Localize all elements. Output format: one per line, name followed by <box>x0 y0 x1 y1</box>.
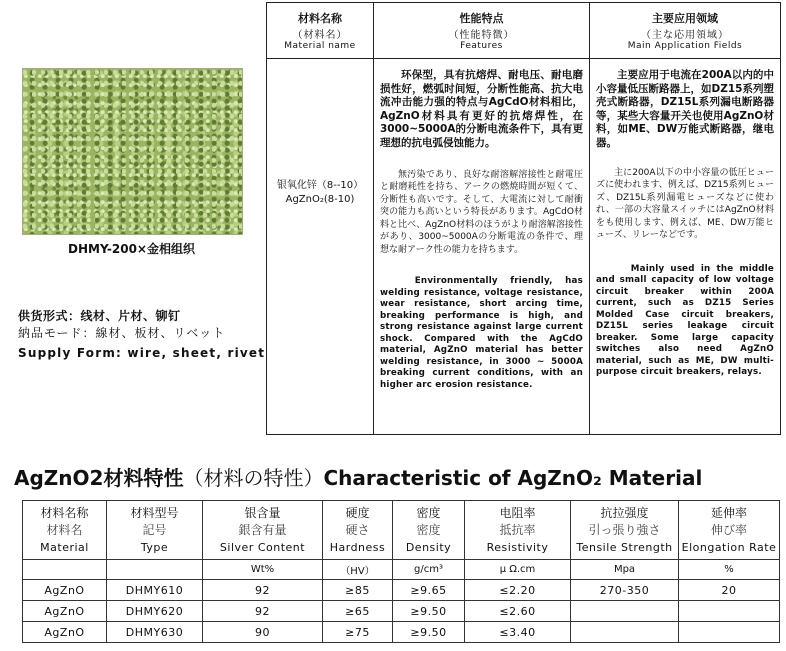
table-row <box>23 580 780 601</box>
header-application-fields <box>590 3 781 59</box>
column-header <box>393 501 465 560</box>
unit-cell: Wt% <box>203 560 323 580</box>
column-header-en: Resistivity <box>486 540 549 554</box>
features-cell <box>374 59 590 435</box>
table-cell <box>571 601 679 622</box>
column-header-cn: 密度 <box>416 505 441 520</box>
table-cell: DHMY610 <box>107 580 203 601</box>
column-header-en: Hardness <box>329 540 386 554</box>
column-header-en: Type <box>140 540 169 554</box>
section-title-en: Characteristic of AgZnO₂ Material <box>323 466 703 490</box>
column-header <box>679 501 780 560</box>
column-header-jp: 密度 <box>416 522 441 537</box>
table-cell: ≤2.20 <box>465 580 571 601</box>
features-jp: 無汚染であり、良好な耐溶解溶接性と耐電圧と耐磨耗性を持ち、アークの燃焼時間が短くて、分断性も高いです。そして、大電流に対して耐衝突の能力も高いという特長があります。AgCdO材料と比べ、AgZnO材料のほうがより耐溶解溶接性があり、3000~5000Aの分断電流の条件で、理想な耐アーク性の能力を持ちます。 <box>380 169 583 255</box>
material-formula: AgZnO₂(8-10) <box>285 194 355 205</box>
table-row <box>23 622 780 643</box>
column-header-cn: 银含量 <box>244 505 281 520</box>
properties-unit-row <box>23 560 780 580</box>
header-material-name <box>267 3 374 59</box>
table-cell: 90 <box>203 622 323 643</box>
header-en: Features <box>460 41 503 51</box>
unit-cell: Mpa <box>571 560 679 580</box>
fields-cn: 主要应用于电流在200A以内的中小容量低压断路器上，如DZ15系列塑壳式断路器，DZ15L系列漏电断路器等，某些大容量开关也使用AgZnO材料，如ME、DW万能式断路器，继电器。 <box>596 69 774 149</box>
header-jp: （主な応用領域） <box>641 30 729 41</box>
micrograph-image <box>22 68 243 235</box>
material-properties-table <box>22 500 780 643</box>
column-header-cn: 电阻率 <box>499 505 536 520</box>
column-header-jp: 引っ張り強さ <box>588 522 661 537</box>
column-header-en: Tensile Strength <box>576 540 673 554</box>
table-cell: ≤3.40 <box>465 622 571 643</box>
table-cell: ≤2.60 <box>465 601 571 622</box>
material-description-table <box>266 2 781 435</box>
features-en: Environmentally friendly, has welding resistance, voltage resistance, wear resistance, short arcing time, breaking performance is high, and strong resistance against large current shock. Compared with the AgCdO material, AgZnO material has better welding resistance, in 3000 ~ 5000A breaking current conditions, with an higher arc erosion resistance. <box>380 276 583 390</box>
column-header <box>323 501 393 560</box>
table-cell <box>571 622 679 643</box>
table-cell <box>679 601 780 622</box>
column-header-jp: 材料名 <box>46 522 83 537</box>
header-en: Main Application Fields <box>627 41 743 51</box>
table-cell: AgZnO <box>23 580 107 601</box>
column-header-en: Silver Content <box>219 540 306 554</box>
column-header-jp: 記号 <box>142 522 167 537</box>
section-title-jp: （材料の特性） <box>183 466 324 490</box>
column-header <box>203 501 323 560</box>
header-en: Material name <box>284 41 356 51</box>
column-header-jp: 抵抗率 <box>499 522 536 537</box>
unit-cell <box>23 560 107 580</box>
column-header-en: Material <box>40 540 89 554</box>
column-header <box>571 501 679 560</box>
table-cell: AgZnO <box>23 622 107 643</box>
supply-form-cn: 供货形式：线材、片材、铆钉 <box>18 309 181 323</box>
column-header-en: Density <box>405 540 452 554</box>
section-title-cn: AgZnO2材料特性 <box>14 466 184 490</box>
section-title <box>14 462 702 491</box>
material-name-cell <box>267 59 374 435</box>
column-header-en: Elongation Rate <box>681 540 777 554</box>
column-header-cn: 硬度 <box>345 505 370 520</box>
features-cn: 环保型，具有抗熔焊、耐电压、耐电磨损性好，燃弧时间短，分断性能高、抗大电流冲击能力强的特点与AgCdO材料相比，AgZnO材料具有更好的抗熔焊性，在3000~5000A的分断电流条件下，具有更理想的抗电弧侵蚀能力。 <box>380 69 583 149</box>
table-cell: ≥85 <box>323 580 393 601</box>
unit-cell <box>107 560 203 580</box>
unit-cell: （HV） <box>323 560 393 580</box>
column-header-cn: 材料名称 <box>40 505 89 520</box>
fields-jp: 主に200A以下の中小容量の低圧ヒューズに使われます、例えば、DZ15系列ヒューズ、DZ15L系列漏電ヒューズなどに使われ、一部の大容量スイッチにはAgZnO材料をも使用します、例えば、ME、DW万能ヒューズ、リレーなどです。 <box>596 167 774 241</box>
table-cell: ≥9.65 <box>393 580 465 601</box>
table-cell: 270-350 <box>571 580 679 601</box>
header-cn: 主要应用领域 <box>652 12 718 25</box>
column-header <box>465 501 571 560</box>
header-jp: （性能特徴） <box>448 30 515 41</box>
column-header-jp: 伸び率 <box>710 522 747 537</box>
column-header-jp: 硬さ <box>345 522 370 537</box>
unit-cell: g/cm³ <box>393 560 465 580</box>
table-cell: ≥75 <box>323 622 393 643</box>
column-header-cn: 延伸率 <box>710 505 747 520</box>
column-header <box>107 501 203 560</box>
table-cell: ≥9.50 <box>393 622 465 643</box>
material-name-cn: 银氧化锌（8--10） <box>276 180 364 191</box>
table-cell: 92 <box>203 580 323 601</box>
header-features <box>374 3 590 59</box>
column-header-cn: 抗拉强度 <box>600 505 649 520</box>
application-fields-cell <box>590 59 781 435</box>
table-cell: 20 <box>679 580 780 601</box>
unit-cell: μ Ω.cm <box>465 560 571 580</box>
unit-cell: % <box>679 560 780 580</box>
column-header <box>23 501 107 560</box>
table-row <box>23 601 780 622</box>
header-jp: （材料名） <box>292 30 348 41</box>
table-cell: ≥9.50 <box>393 601 465 622</box>
table-cell: ≥65 <box>323 601 393 622</box>
header-cn: 材料名称 <box>298 12 342 25</box>
table-cell: 92 <box>203 601 323 622</box>
micrograph-caption: DHMY-200×金相组织 <box>68 242 195 256</box>
column-header-jp: 銀含有量 <box>238 522 287 537</box>
table-cell: DHMY620 <box>107 601 203 622</box>
table-cell: AgZnO <box>23 601 107 622</box>
header-cn: 性能特点 <box>459 12 504 25</box>
table-cell <box>679 622 780 643</box>
supply-form-jp: 納品モード：線材、板材、リベット <box>18 326 226 340</box>
fields-en: Mainly used in the middle and small capacity of low voltage circuit breaker within 200A current, such as DZ15 Series Molded Case circuit breakers, DZ15L series leakage circuit breaker. Some large capacity switches also need AgZnO material, such as ME, DW multi-purpose circuit breakers, relays. <box>596 263 774 378</box>
properties-header-row <box>23 501 780 560</box>
column-header-cn: 材料型号 <box>130 505 179 520</box>
table-cell: DHMY630 <box>107 622 203 643</box>
supply-form-en: Supply Form: wire, sheet, rivet <box>18 346 266 360</box>
